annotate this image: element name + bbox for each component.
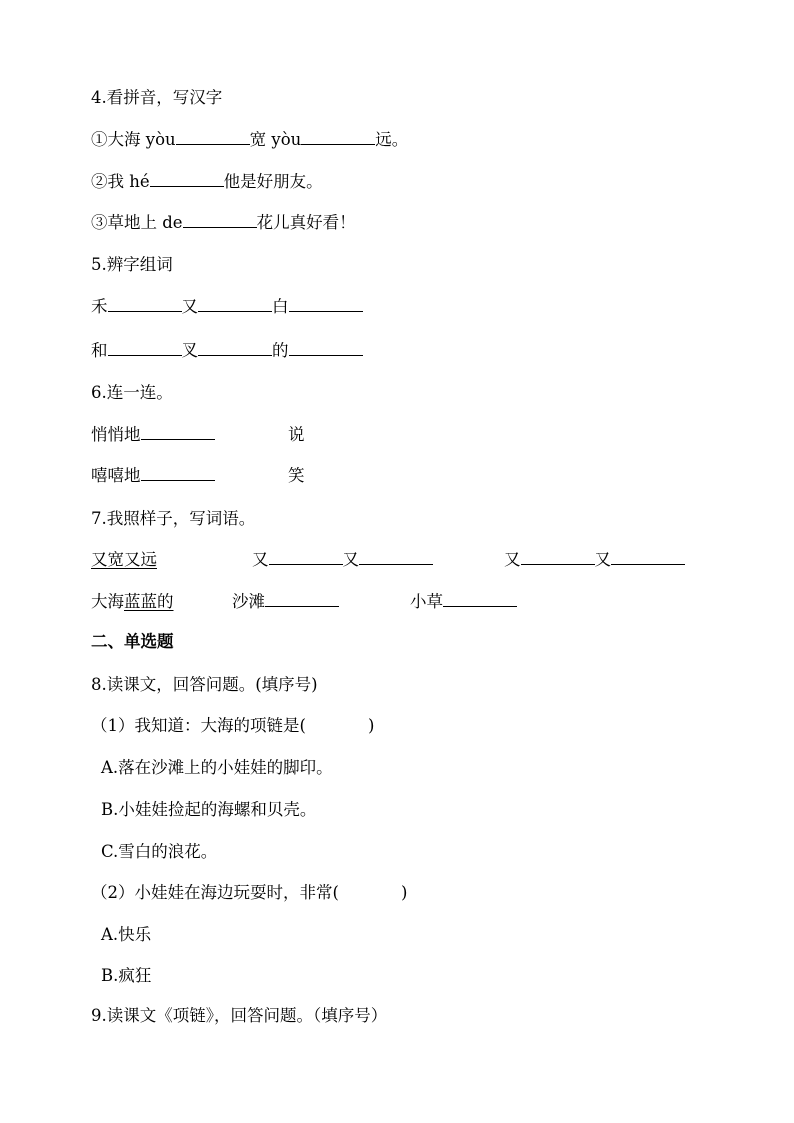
answer-blank[interactable]	[289, 341, 363, 356]
q5-row-2: 和 叉 的	[91, 341, 363, 361]
answer-blank[interactable]	[150, 172, 224, 187]
example-word: 又宽又远	[91, 550, 157, 569]
q6-right-1[interactable]: 说	[288, 425, 305, 444]
answer-blank[interactable]	[359, 550, 433, 565]
q7-example-2: 大海蓝蓝的	[91, 592, 174, 611]
q7-title: 7.我照样子，写词语。	[91, 509, 256, 528]
q8-sub2-option-b: B.疯狂	[101, 966, 152, 985]
answer-blank[interactable]	[198, 341, 272, 356]
q7-blank-pair-1: 又 又	[252, 550, 433, 570]
answer-blank[interactable]	[521, 550, 595, 565]
q7-item-xiaocao: 小草	[410, 592, 517, 612]
q4-line-2: ②我 hé 他是好朋友。	[91, 172, 323, 191]
answer-blank[interactable]	[265, 592, 339, 607]
q6-title: 6.连一连。	[91, 383, 173, 402]
q8-sub2-option-a: A.快乐	[101, 925, 152, 944]
q4-title: 4.看拼音，写汉字	[91, 88, 223, 107]
answer-blank[interactable]	[289, 297, 363, 312]
q7-blank-pair-2: 又 又	[504, 550, 685, 570]
q8-sub-2: （2）小娃娃在海边玩耍时，非常( )	[91, 883, 408, 902]
q4-line-1: ①大海 yòu 宽 yòu 远。	[91, 130, 409, 149]
answer-blank[interactable]	[141, 466, 215, 481]
q6-row-2: 嘻嘻地	[91, 466, 215, 486]
q7-example-1	[91, 550, 157, 570]
answer-blank[interactable]	[443, 592, 517, 607]
q5-title: 5.辨字组词	[91, 255, 173, 274]
q5-row-1: 禾 又 白	[91, 297, 363, 317]
answer-blank[interactable]	[301, 130, 375, 145]
q6-right-2[interactable]: 笑	[288, 466, 305, 485]
q6-row-1: 悄悄地	[91, 425, 215, 445]
answer-blank[interactable]	[176, 130, 250, 145]
q4-line-3: ③草地上 de 花儿真好看！	[91, 213, 356, 232]
answer-blank[interactable]	[108, 297, 182, 312]
answer-blank[interactable]	[183, 213, 257, 228]
section-heading: 二、单选题	[91, 632, 174, 651]
answer-blank[interactable]	[198, 297, 272, 312]
q7-item-shatan: 沙滩	[232, 592, 339, 612]
answer-blank[interactable]	[269, 550, 343, 565]
q8-option-b: B.小娃娃捡起的海螺和贝壳。	[101, 800, 317, 819]
q9-title: 9.读课文《项链》，回答问题。（填序号）	[91, 1006, 388, 1025]
q8-option-c: C.雪白的浪花。	[101, 842, 218, 861]
q8-sub-1: （1）我知道：大海的项链是( )	[91, 716, 375, 735]
q8-option-a: A.落在沙滩上的小娃娃的脚印。	[101, 758, 333, 777]
answer-blank[interactable]	[611, 550, 685, 565]
answer-blank[interactable]	[141, 425, 215, 440]
answer-blank[interactable]	[108, 341, 182, 356]
q8-title: 8.读课文，回答问题。(填序号)	[91, 675, 318, 694]
